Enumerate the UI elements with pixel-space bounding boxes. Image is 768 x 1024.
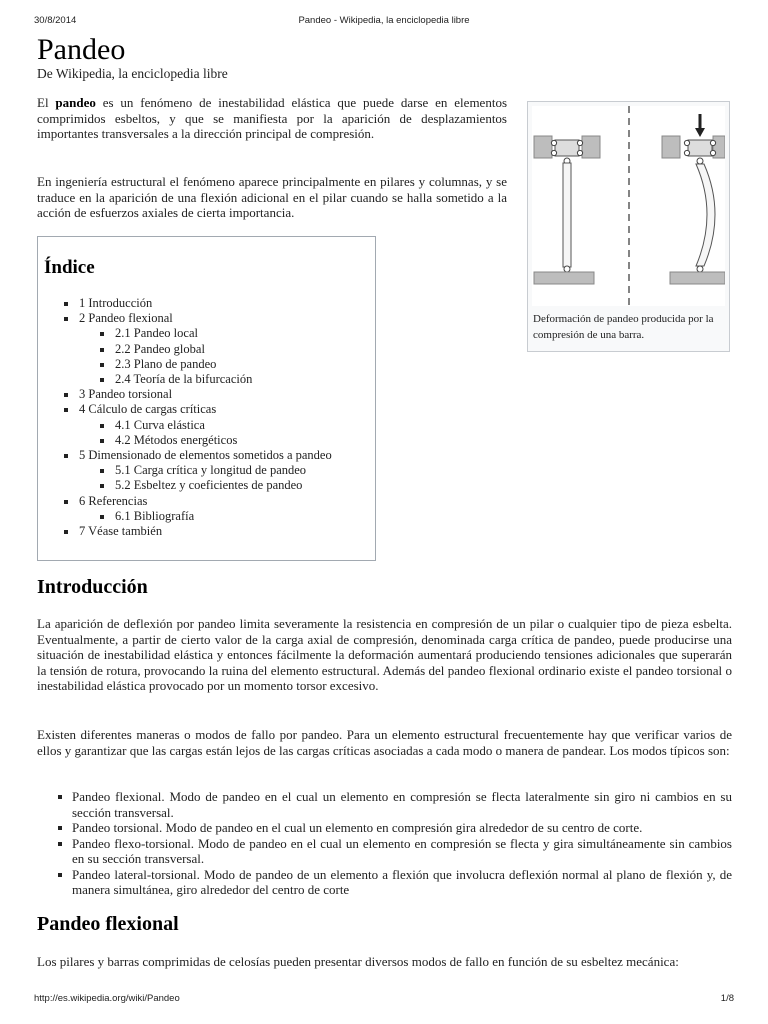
print-page-number: 1/8 (720, 993, 734, 1004)
toc-item[interactable] (61, 494, 332, 524)
toc-title: Índice (44, 257, 95, 278)
intro-text-pre: El (37, 95, 56, 110)
toc-link[interactable]: 5.1 Carga crítica y longitud de pandeo (115, 463, 307, 478)
toc-list (61, 296, 332, 539)
list-item: Pandeo torsional. Modo de pandeo en el cual un elemento en compresión gira alrededor de su centro de corte. (56, 820, 732, 836)
toc-link[interactable]: 3 Pandeo torsional (79, 387, 173, 402)
intro-paragraph-2: En ingeniería estructural el fenómeno aparece principalmente en pilares y columnas, y se traduce en la aparición de una flexión adicional en el pilar cuando se halla sometido a la acción de esfuerzos axiales de cierta importancia. (37, 174, 507, 220)
print-header (0, 15, 768, 29)
section-heading-pandeo-flexional: Pandeo flexional (37, 913, 179, 935)
toc-item[interactable] (61, 448, 332, 494)
intro-paragraph-1 (37, 95, 507, 142)
toc-link[interactable]: 6.1 Bibliografía (115, 508, 195, 523)
print-url[interactable]: http://es.wikipedia.org/wiki/Pandeo (34, 993, 180, 1004)
toc-subitem[interactable] (97, 509, 332, 524)
buckling-diagram-svg (532, 106, 725, 306)
toc-subitem[interactable] (97, 372, 332, 387)
flexional-paragraph-1: Los pilares y barras comprimidas de celosías pueden presentar diversos modos de fallo en función de su esbeltez mecánica: (37, 954, 679, 969)
print-date: 30/8/2014 (34, 15, 77, 26)
page-subtitle: De Wikipedia, la enciclopedia libre (37, 66, 228, 81)
introduccion-paragraph-2: Existen diferentes maneras o modos de fallo por pandeo. Para un elemento estructural frecuentemente hay que verificar varios de ellos y garantizar que las cargas están lejos de las cargas críticas asociadas a cada modo o manera de pandear. Los modos típicos son: (37, 727, 732, 758)
intro-text-post: es un fenómeno de inestabilidad elástica que puede darse en elementos comprimidos esbeltos, y que se manifiesta por la aparición de desplazamientos importantes transversales a la dirección principal de compresión. (37, 95, 507, 141)
toc-subitem[interactable] (97, 342, 332, 357)
toc-link[interactable]: 2.1 Pandeo local (115, 326, 198, 341)
page-title: Pandeo (37, 33, 126, 66)
toc-item[interactable] (61, 296, 332, 311)
toc-link[interactable]: 2.3 Plano de pandeo (115, 356, 217, 371)
section-heading-introduccion: Introducción (37, 576, 148, 598)
toc-subitem[interactable] (97, 357, 332, 372)
buckling-figure[interactable] (527, 101, 730, 352)
toc-subitem[interactable] (97, 463, 332, 478)
toc-link[interactable]: 1 Introducción (79, 296, 153, 310)
toc-item[interactable] (61, 402, 332, 448)
toc-link[interactable]: 5.2 Esbeltez y coeficientes de pandeo (115, 478, 303, 493)
introduccion-paragraph-1: La aparición de deflexión por pandeo limita severamente la resistencia en compresión de un pilar o cualquier tipo de pieza esbelta. Eventualmente, a partir de cierto valor de la carga axial de compresión, denominada carga crítica de pandeo, puede producirse una situación de inestabilidad elástica y entonces fácilmente la deformación aumentará produciendo tensiones adicionales que superarán la tensión de rotura, provocando la ruina del elemento estructural. Además del pandeo flexional ordinario existe el pandeo torsional o inestabilidad elástica provocado por un momento torsor excesivo. (37, 616, 732, 693)
toc-link[interactable]: 2.2 Pandeo global (115, 341, 205, 356)
toc-link[interactable]: 4 Cálculo de cargas críticas (79, 402, 217, 417)
buckling-diagram[interactable] (532, 106, 725, 306)
toc-subitem[interactable] (97, 478, 332, 493)
toc-item[interactable] (61, 311, 332, 387)
toc-sublist (79, 418, 332, 448)
print-page-title: Pandeo - Wikipedia, la enciclopedia libre (298, 15, 470, 26)
toc-subitem[interactable] (97, 326, 332, 341)
intro-bold-term: pandeo (55, 95, 96, 110)
toc-subitem[interactable] (97, 433, 332, 448)
toc-sublist (79, 509, 332, 524)
list-item: Pandeo flexional. Modo de pandeo en el cual un elemento en compresión se flecta lateralmente sin giro ni cambios en su sección transversal. (56, 789, 732, 820)
modes-list (56, 789, 732, 898)
toc-link[interactable]: 2 Pandeo flexional (79, 311, 173, 326)
toc-link[interactable]: 5 Dimensionado de elementos sometidos a pandeo (79, 448, 332, 463)
list-item: Pandeo flexo-torsional. Modo de pandeo en el cual un elemento en compresión se flecta y gira simultáneamente sin cambios en su sección transversal. (56, 836, 732, 867)
toc-link[interactable]: 4.1 Curva elástica (115, 417, 205, 432)
toc-sublist (79, 326, 332, 387)
list-item: Pandeo lateral-torsional. Modo de pandeo de un elemento a flexión que involucra deflexión normal al plano de flexión y, de manera simultánea, giro alrededor del centro de corte (56, 867, 732, 898)
toc-link[interactable]: 2.4 Teoría de la bifurcación (115, 372, 253, 387)
toc-sublist (79, 463, 332, 493)
toc-link[interactable]: 7 Véase también (79, 524, 163, 539)
figure-caption: Deformación de pandeo producida por la compresión de una barra. (533, 313, 714, 341)
table-of-contents (37, 236, 376, 561)
toc-link[interactable]: 4.2 Métodos energéticos (115, 432, 238, 447)
toc-link[interactable]: 6 Referencias (79, 493, 148, 508)
toc-item[interactable] (61, 524, 332, 539)
toc-item[interactable] (61, 387, 332, 402)
toc-subitem[interactable] (97, 418, 332, 433)
